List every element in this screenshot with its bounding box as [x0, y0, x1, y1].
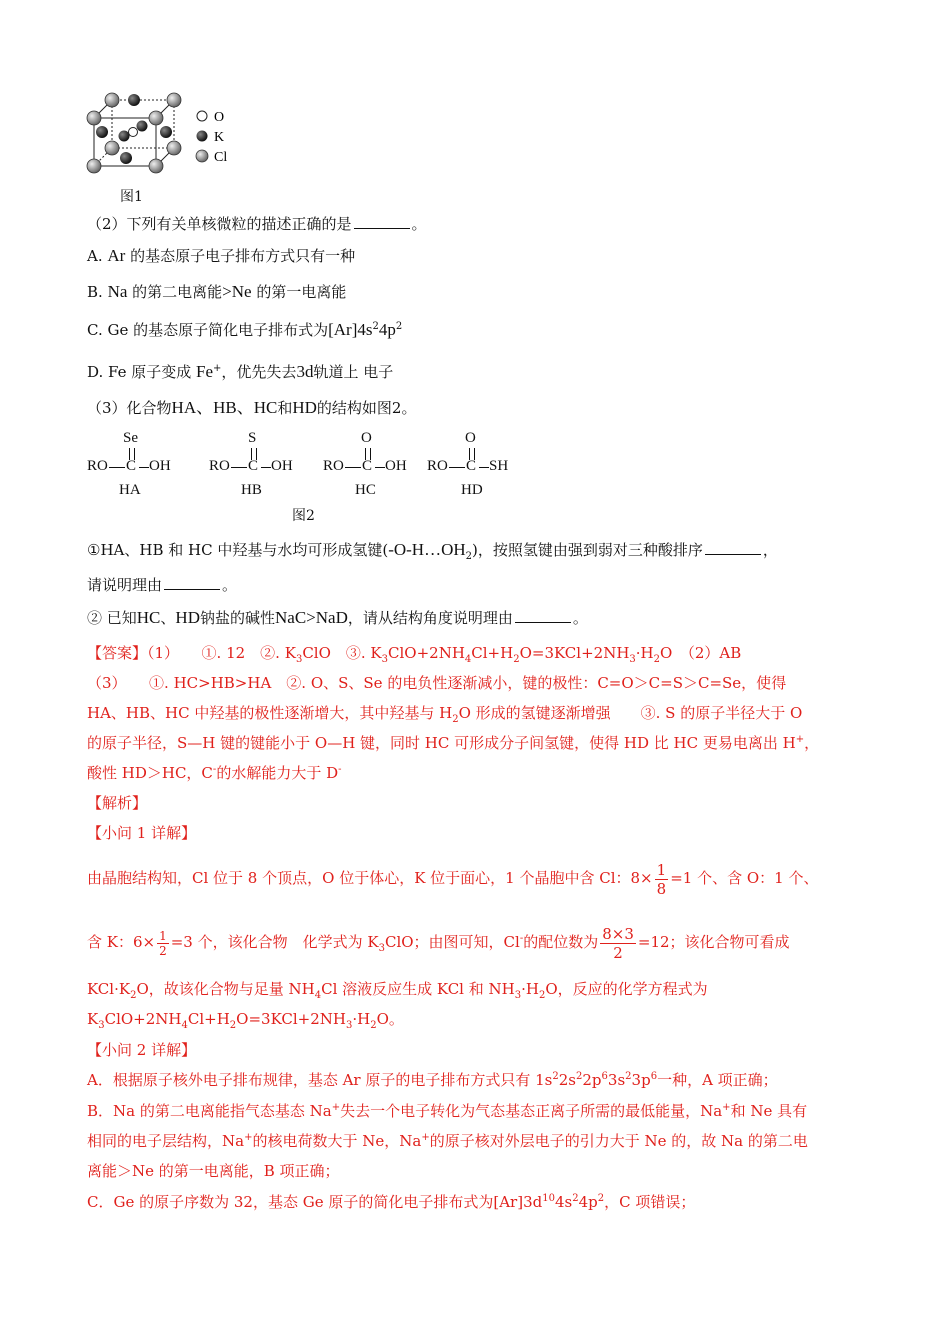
analysis-p3: $KCl\cdot K_2O$，故该化合物与足量 $NH_4Cl$ 溶液反应生成 KCl 和 $NH_3\cdot H_2O$，反应的化学方程式为 [87, 980, 708, 1001]
structures-figure [87, 428, 527, 498]
o-atom [129, 128, 138, 137]
crystal-cell-figure [82, 86, 242, 186]
q2-option-d: D. Fe 原子变成 Fe+，优先失去3d轨道上 电子 [87, 362, 394, 381]
analysis-p2: 含 K：6× $\frac{1}{2}$ =3 个，该化合物 化学式为 $K_3ClO$；由图可知，Cl-的配位数为 $\frac{8\times 3}{2}$ =12；该化合物可看成 [87, 924, 790, 962]
analysis-label: 【解析】 [87, 794, 148, 812]
answer-line-2: （3） ①. HC>HB>HA ②. O、S、Se 的电负性逐渐减小，键的极性：C=O＞C=S＞C=Se，使得 [87, 674, 787, 692]
analysis-pb1: B．Na 的第二电离能指气态基态 Na+失去一个电子转化为气态基态正离子所需的最低能量，Na+和 Ne 具有 [87, 1102, 808, 1120]
legend-cl: Cl [214, 150, 228, 165]
q2-stem: （2）下列有关单核微粒的描述正确的是 。 [87, 215, 427, 233]
q2-option-b: B. Na 的第二电离能>Ne 的第一电离能 [87, 282, 347, 301]
legend-k: K [214, 130, 225, 145]
analysis-pb2: 相同的电子层结构，Na+的核电荷数大于 Ne，Na+的原子核对外层电子的引力大于 Ne 的，故 Na 的第二电 [87, 1132, 808, 1150]
q3-sub1-line2: 请说明理由 。 [87, 576, 238, 594]
q2-option-a: A. Ar 的基态原子电子排布方式只有一种 [87, 246, 356, 265]
structure-ha: Se RO C OH HA [87, 430, 171, 498]
analysis-pc: C．Ge 的原子序数为 32，基态 Ge 原子的简化电子排布式为$[Ar]3d^{10}4s^24p^2$，C 项错误； [87, 1193, 696, 1211]
q3-stem: （3）化合物HA、HB、HC和HD的结构如图2。 [87, 398, 417, 417]
structure-hd: O RO C SH HD [427, 430, 509, 498]
q3-sub1: ①HA、HB 和 HC 中羟基与水均可形成氢键$(-O-H\dots OH_2)$，按照氢键由强到弱对三种酸排序 ， [87, 540, 778, 562]
legend-o: O [214, 110, 225, 125]
analysis-pa: A．根据原子核外电子排布规律，基态 Ar 原子的电子排布方式只有 $1s^22s^22p^63s^23p^6$一种，A 项正确； [87, 1071, 778, 1089]
answer-line-1: 【答案】（1） ①. 12 ②. $K_3ClO$ ③. $K_3ClO+2NH_4Cl+H_2O=3KCl+2NH_3\cdot H_2O$ （2）AB [87, 644, 742, 665]
structure-hb: S RO C OH HB [209, 430, 293, 498]
legend [196, 110, 227, 165]
structure-hc: O RO C OH HC [323, 430, 407, 498]
q3-sub2: ② 已知HC、HD钠盐的碱性NaC>NaD，请从结构角度说明理由 。 [87, 608, 588, 627]
analysis-p1: 由晶胞结构知，Cl 位于 8 个顶点，O 位于体心，K 位于面心，1 个晶胞中含 Cl：8× $\frac{1}{8}$ =1 个、含 O：1 个、 [87, 860, 819, 898]
analysis-sub2-label: 【小问 2 详解】 [87, 1041, 197, 1059]
analysis-pb3: 离能＞Ne 的第一电离能，B 项正确； [87, 1162, 340, 1180]
fig1-caption: 图1 [120, 189, 143, 205]
answer-line-5: 酸性 HD＞HC，C-的水解能力大于 D- [87, 764, 342, 782]
answer-line-3: HA、HB、HC 中羟基的极性逐渐增大，其中羟基与 $H_2O$ 形成的氢键逐渐增强 ③. S 的原子半径大于 O [87, 704, 803, 725]
q2-option-c: C. Ge 的基态原子简化电子排布式为$[Ar]4s^24p^2$ [87, 320, 403, 339]
analysis-p4: $K_3ClO+2NH_4Cl+H_2O=3KCl+2NH_3\cdot H_2O$。 [87, 1010, 404, 1031]
answer-line-4: 的原子半径，S—H 键的键能小于 O—H 键，同时 HC 可形成分子间氢键，使得 HD 比 HC 更易电离出 H+， [87, 734, 820, 752]
fig2-caption: 图2 [292, 508, 315, 524]
analysis-sub1-label: 【小问 1 详解】 [87, 824, 197, 842]
